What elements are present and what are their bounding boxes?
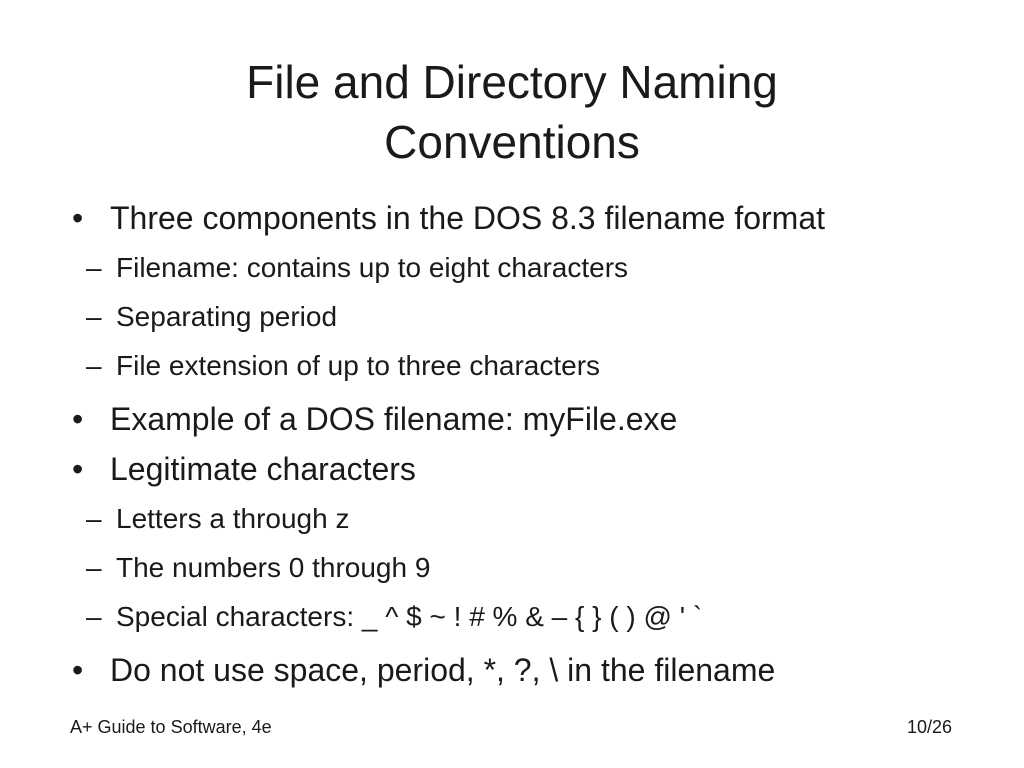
sub-bullet-item: – Filename: contains up to eight characters — [72, 243, 992, 292]
sub-bullet-item: – File extension of up to three characters — [72, 341, 992, 390]
slide-title-line-2: Conventions — [384, 116, 640, 168]
bullet-item: • Legitimate characters — [72, 444, 992, 494]
slide-title — [0, 52, 1024, 172]
sub-bullet-item: – Separating period — [72, 292, 992, 341]
footer-page-number: 10/26 — [906, 717, 952, 737]
footer-course-title: A+ Guide to Software, 4e — [70, 717, 272, 737]
bullet-item: • Example of a DOS filename: myFile.exe — [72, 394, 992, 444]
bullet-item: • Do not use space, period, *, ?, \ in the filename — [72, 645, 992, 695]
sub-bullet-item: – Special characters: _ ^ $ ~ ! # % & – { } ( ) @ ' ` — [72, 592, 992, 641]
sub-bullet-list — [72, 243, 992, 390]
bullet-item: • Three components in the DOS 8.3 filename format — [72, 193, 992, 243]
sub-bullet-list — [72, 494, 992, 641]
bullet-list — [72, 193, 992, 695]
slide-title-line-1: File and Directory Naming — [246, 56, 778, 108]
sub-bullet-item: – Letters a through z — [72, 494, 992, 543]
sub-bullet-item: – The numbers 0 through 9 — [72, 543, 992, 592]
